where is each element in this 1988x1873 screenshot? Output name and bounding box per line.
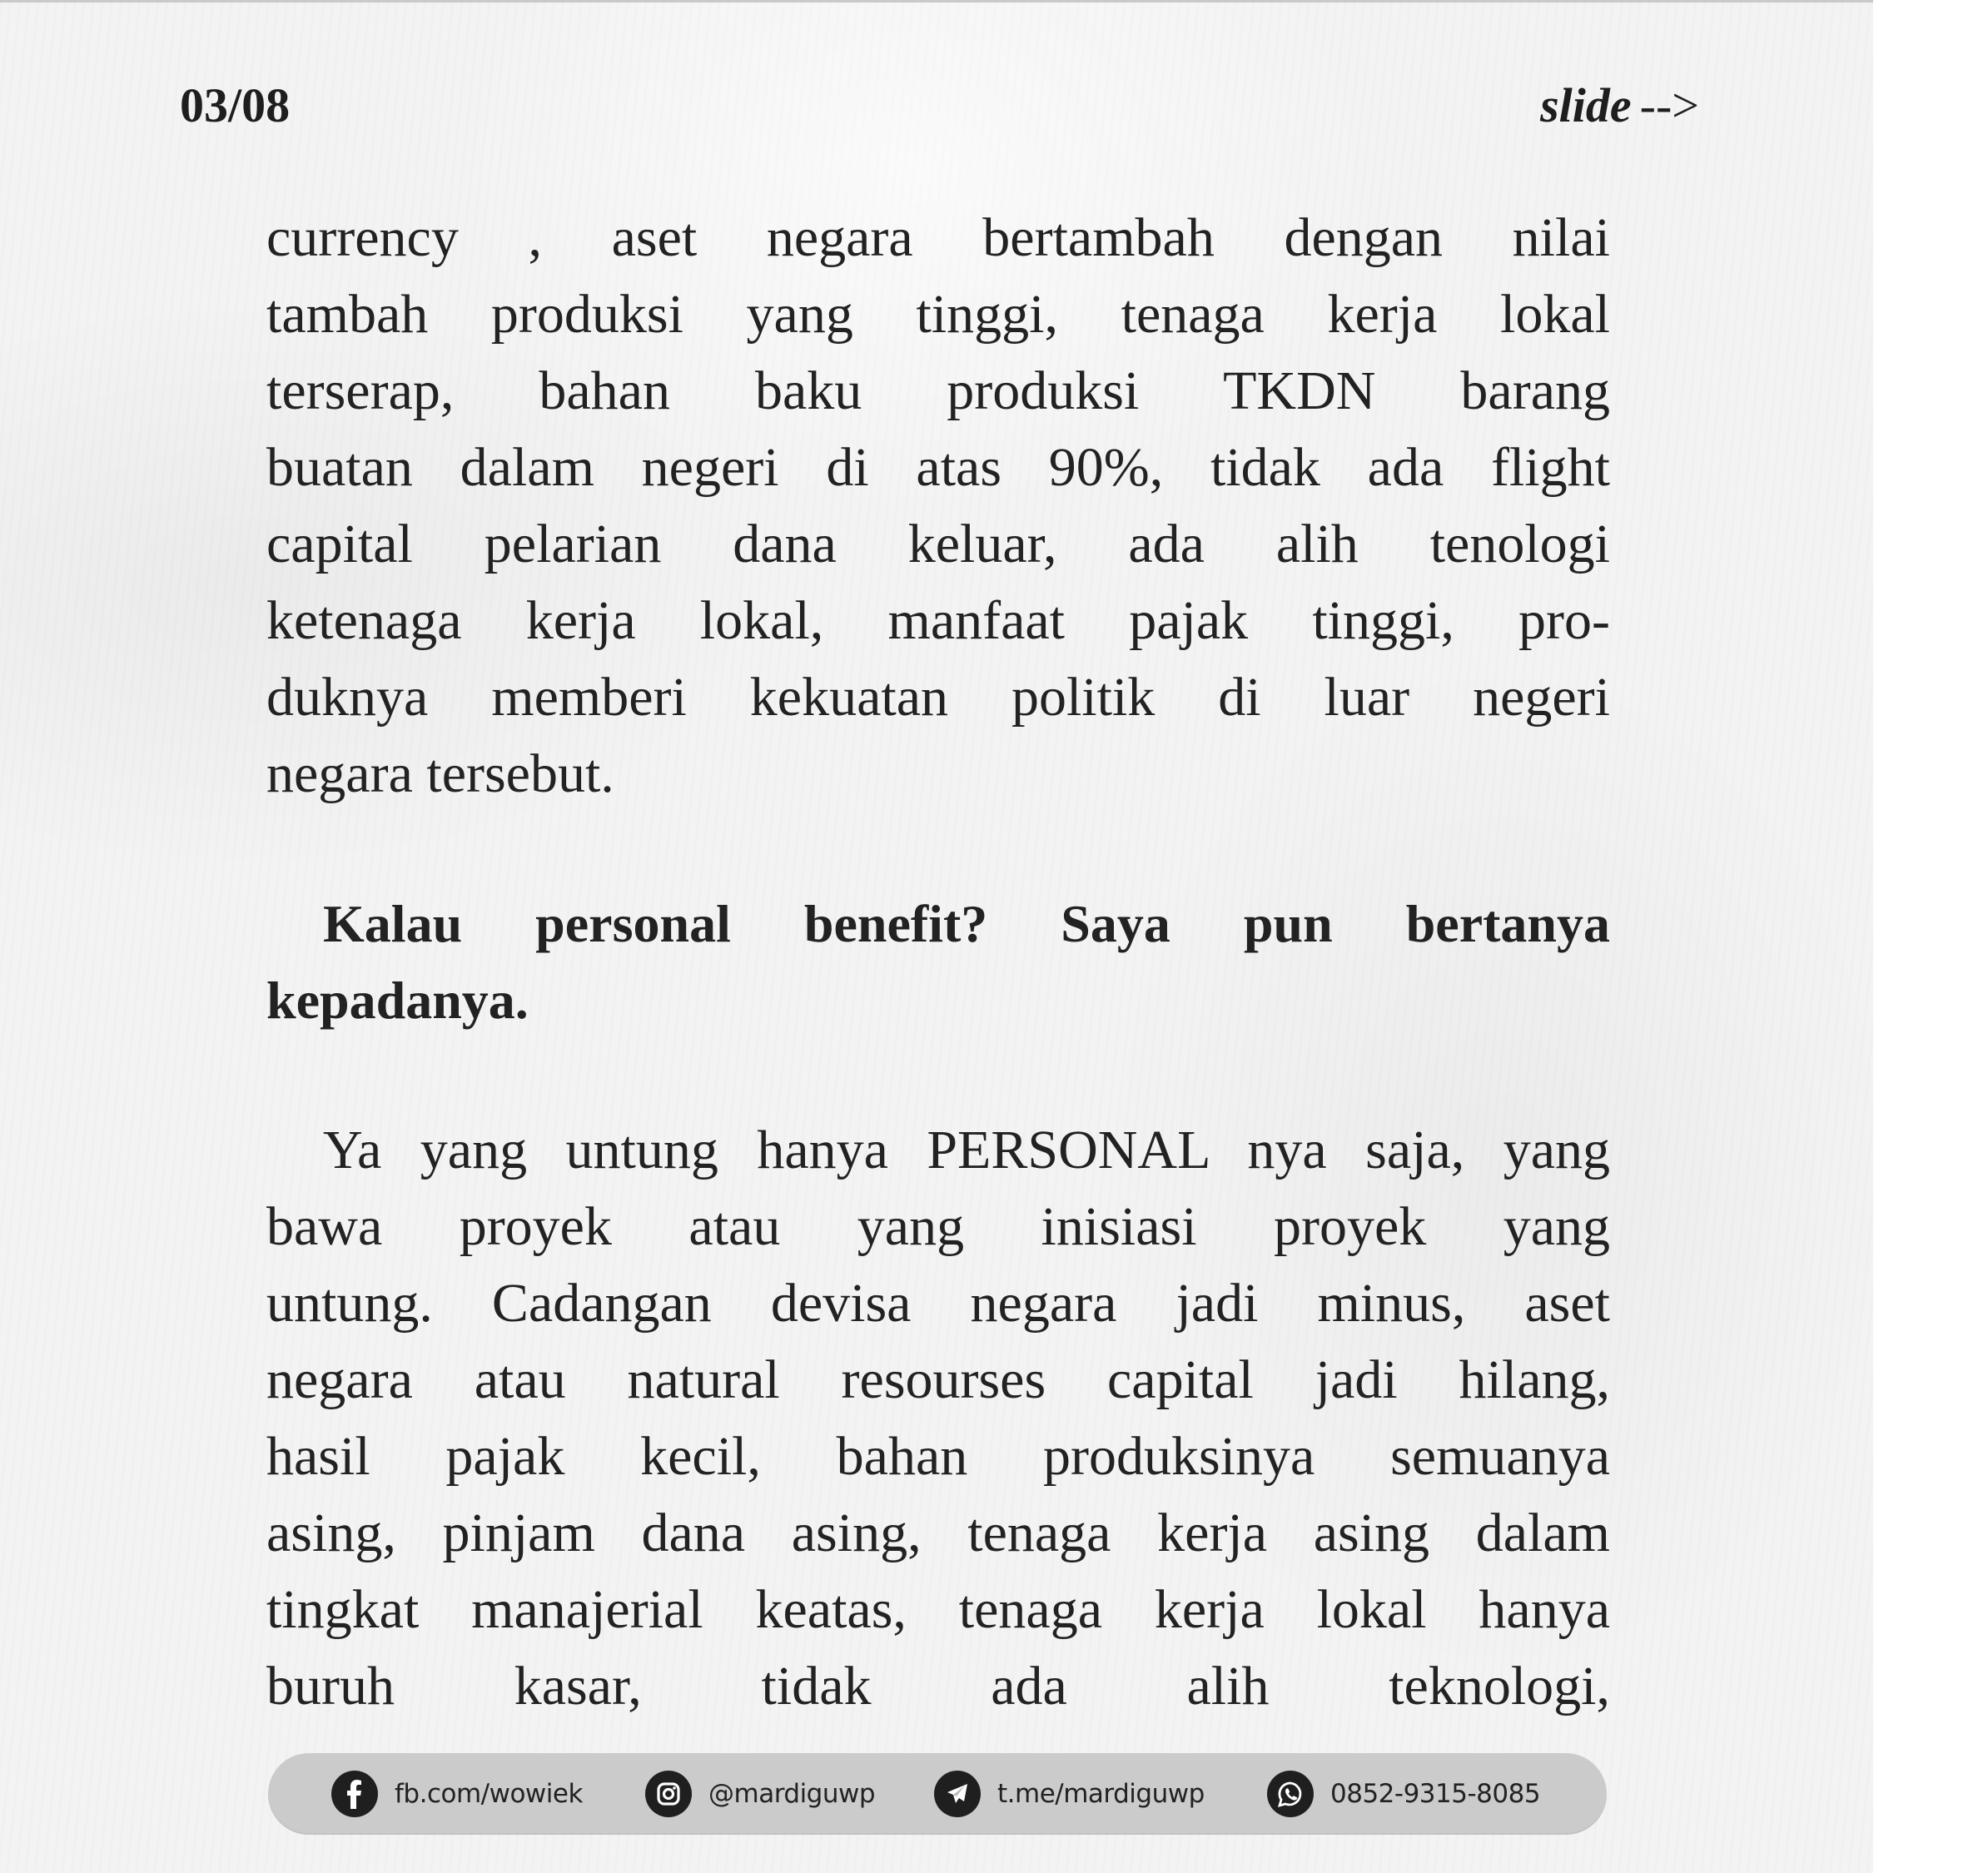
paragraph-3 (266, 1112, 1610, 1725)
text-line: hasil pajak kecil, bahan produksinya semuanya (266, 1426, 1610, 1487)
text-line: asing, pinjam dana asing, tenaga kerja asing dalam (266, 1503, 1610, 1563)
contact-label: t.me/mardiguwp (997, 1779, 1205, 1809)
text-line: negara tersebut. (266, 743, 614, 804)
text-line: tingkat manajerial keatas, tenaga kerja lokal hanya (266, 1579, 1610, 1640)
contact-label: @mardiguwp (708, 1779, 876, 1809)
contact-label: fb.com/wowiek (395, 1779, 583, 1809)
text-line: Kalau personal benefit? Saya pun bertanya (323, 894, 1610, 953)
page-counter: 03/08 (180, 78, 291, 132)
text-line: buruh kasar, tidak ada alih teknologi, (266, 1656, 1610, 1717)
paragraph-2-question (266, 886, 1610, 1039)
contact-whatsapp[interactable] (1267, 1753, 1540, 1835)
contact-label: 0852-9315-8085 (1330, 1779, 1541, 1809)
contact-telegram[interactable] (934, 1753, 1205, 1835)
text-line: currency , aset negara bertambah dengan nilai (266, 207, 1610, 268)
text-line: duknya memberi kekuatan politik di luar negeri (266, 667, 1610, 728)
slide-indicator (1540, 77, 1699, 135)
slide-label: slide (1540, 78, 1632, 132)
whatsapp-icon (1267, 1771, 1314, 1817)
text-line: bawa proyek atau yang inisiasi proyek yang (266, 1196, 1610, 1257)
facebook-icon (331, 1771, 378, 1817)
telegram-icon (934, 1771, 981, 1817)
instagram-icon (645, 1771, 692, 1817)
text-line: capital pelarian dana keluar, ada alih tenologi (266, 514, 1610, 574)
text-line: tambah produksi yang tinggi, tenaga kerja lokal (266, 284, 1610, 345)
contact-instagram[interactable] (645, 1753, 875, 1835)
contact-footer (268, 1753, 1607, 1835)
text-line: kepadanya. (266, 971, 529, 1030)
text-line: negara atau natural resourses capital jadi hilang, (266, 1349, 1610, 1410)
text-line: ketenaga kerja lokal, manfaat pajak tinggi, pro- (266, 590, 1610, 651)
text-line: terserap, bahan baku produksi TKDN barang (266, 360, 1610, 421)
text-line: Ya yang untung hanya PERSONAL nya saja, yang (323, 1120, 1610, 1180)
slide-arrow: --> (1639, 78, 1699, 132)
text-line: buatan dalam negeri di atas 90%, tidak ada flight (266, 437, 1610, 498)
text-line: untung. Cadangan devisa negara jadi minus, aset (266, 1273, 1610, 1334)
contact-facebook[interactable] (331, 1753, 583, 1835)
paragraph-1 (266, 200, 1610, 812)
